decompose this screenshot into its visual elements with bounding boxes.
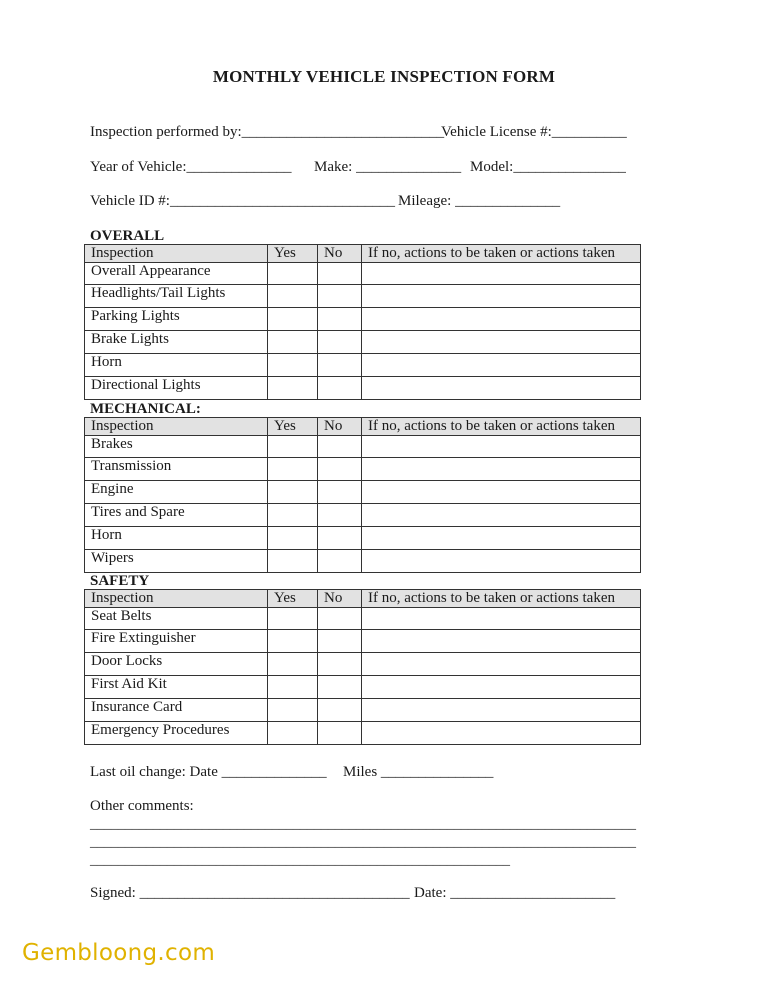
item-label: Door Locks: [85, 653, 268, 676]
yes-cell: [268, 481, 318, 504]
column-header-inspection: Inspection: [85, 590, 268, 608]
section-label-mechanical: MECHANICAL:: [90, 401, 201, 417]
yes-cell: [268, 550, 318, 573]
column-header-actions: If no, actions to be taken or actions taken: [362, 245, 641, 263]
no-cell: [318, 285, 362, 308]
actions-cell: [362, 676, 641, 699]
item-label: Brakes: [85, 436, 268, 458]
item-label: Brake Lights: [85, 331, 268, 354]
no-cell: [318, 354, 362, 377]
signed-field: Signed: ____________________________________: [90, 885, 410, 901]
column-header-yes: Yes: [268, 245, 318, 263]
yes-cell: [268, 653, 318, 676]
no-cell: [318, 722, 362, 745]
column-header-no: No: [318, 418, 362, 436]
actions-cell: [362, 608, 641, 630]
item-label: Tires and Spare: [85, 504, 268, 527]
actions-cell: [362, 285, 641, 308]
year-of-vehicle-field: Year of Vehicle:______________: [90, 159, 292, 175]
table-row: [85, 354, 641, 377]
table-row: [85, 458, 641, 481]
no-cell: [318, 608, 362, 630]
column-header-inspection: Inspection: [85, 418, 268, 436]
table-row: [85, 608, 641, 630]
yes-cell: [268, 263, 318, 285]
no-cell: [318, 527, 362, 550]
table-row: [85, 308, 641, 331]
table-row: [85, 285, 641, 308]
yes-cell: [268, 504, 318, 527]
actions-cell: [362, 630, 641, 653]
column-header-no: No: [318, 245, 362, 263]
table-header-row: [85, 245, 641, 263]
section-label-overall: OVERALL: [90, 228, 165, 244]
table-row: [85, 331, 641, 354]
date-field: Date: ______________________: [414, 885, 616, 901]
table-row: [85, 722, 641, 745]
vehicle-license-field: Vehicle License #:__________: [441, 124, 627, 140]
table-row: [85, 550, 641, 573]
table-header-row: [85, 590, 641, 608]
table-row: [85, 436, 641, 458]
no-cell: [318, 630, 362, 653]
mileage-field: Mileage: ______________: [398, 193, 561, 209]
item-label: Fire Extinguisher: [85, 630, 268, 653]
no-cell: [318, 436, 362, 458]
yes-cell: [268, 436, 318, 458]
yes-cell: [268, 354, 318, 377]
item-label: Emergency Procedures: [85, 722, 268, 745]
yes-cell: [268, 676, 318, 699]
no-cell: [318, 699, 362, 722]
comment-line: ______________________________________________________________________________: [90, 817, 636, 832]
table-row: [85, 377, 641, 400]
table-row: [85, 527, 641, 550]
table-row: [85, 653, 641, 676]
table-row: [85, 630, 641, 653]
column-header-yes: Yes: [268, 590, 318, 608]
actions-cell: [362, 458, 641, 481]
table-row: [85, 481, 641, 504]
column-header-yes: Yes: [268, 418, 318, 436]
overall-table: [84, 244, 641, 400]
mechanical-table: [84, 417, 641, 573]
section-label-safety: SAFETY: [90, 573, 150, 589]
column-header-actions: If no, actions to be taken or actions taken: [362, 590, 641, 608]
yes-cell: [268, 331, 318, 354]
yes-cell: [268, 699, 318, 722]
no-cell: [318, 377, 362, 400]
table-header-row: [85, 418, 641, 436]
table-row: [85, 699, 641, 722]
table-row: [85, 263, 641, 285]
item-label: Seat Belts: [85, 608, 268, 630]
item-label: Horn: [85, 354, 268, 377]
other-comments-label: Other comments:: [90, 798, 194, 814]
yes-cell: [268, 308, 318, 331]
item-label: Wipers: [85, 550, 268, 573]
miles-field: Miles _______________: [343, 764, 494, 780]
column-header-actions: If no, actions to be taken or actions taken: [362, 418, 641, 436]
no-cell: [318, 504, 362, 527]
item-label: Directional Lights: [85, 377, 268, 400]
actions-cell: [362, 699, 641, 722]
watermark-text: Gembloong.com: [22, 940, 216, 966]
no-cell: [318, 481, 362, 504]
actions-cell: [362, 331, 641, 354]
item-label: Insurance Card: [85, 699, 268, 722]
last-oil-change-field: Last oil change: Date ______________: [90, 764, 327, 780]
item-label: First Aid Kit: [85, 676, 268, 699]
table-row: [85, 676, 641, 699]
column-header-no: No: [318, 590, 362, 608]
item-label: Overall Appearance: [85, 263, 268, 285]
yes-cell: [268, 285, 318, 308]
table-row: [85, 504, 641, 527]
actions-cell: [362, 527, 641, 550]
actions-cell: [362, 550, 641, 573]
no-cell: [318, 676, 362, 699]
no-cell: [318, 331, 362, 354]
no-cell: [318, 458, 362, 481]
actions-cell: [362, 504, 641, 527]
item-label: Headlights/Tail Lights: [85, 285, 268, 308]
actions-cell: [362, 436, 641, 458]
actions-cell: [362, 481, 641, 504]
yes-cell: [268, 377, 318, 400]
yes-cell: [268, 527, 318, 550]
model-field: Model:_______________: [470, 159, 626, 175]
safety-table: [84, 589, 641, 745]
item-label: Engine: [85, 481, 268, 504]
yes-cell: [268, 630, 318, 653]
actions-cell: [362, 354, 641, 377]
actions-cell: [362, 722, 641, 745]
actions-cell: [362, 653, 641, 676]
yes-cell: [268, 608, 318, 630]
yes-cell: [268, 722, 318, 745]
vehicle-id-field: Vehicle ID #:______________________________: [90, 193, 395, 209]
item-label: Transmission: [85, 458, 268, 481]
no-cell: [318, 308, 362, 331]
actions-cell: [362, 263, 641, 285]
no-cell: [318, 653, 362, 676]
comment-line: ____________________________________________________________: [90, 853, 510, 868]
yes-cell: [268, 458, 318, 481]
item-label: Parking Lights: [85, 308, 268, 331]
actions-cell: [362, 377, 641, 400]
no-cell: [318, 263, 362, 285]
make-field: Make: ______________: [314, 159, 462, 175]
column-header-inspection: Inspection: [85, 245, 268, 263]
actions-cell: [362, 308, 641, 331]
item-label: Horn: [85, 527, 268, 550]
inspection-performed-by-field: Inspection performed by:___________________________: [90, 124, 445, 140]
form-title: MONTHLY VEHICLE INSPECTION FORM: [212, 67, 556, 86]
no-cell: [318, 550, 362, 573]
comment-line: ______________________________________________________________________________: [90, 835, 636, 850]
